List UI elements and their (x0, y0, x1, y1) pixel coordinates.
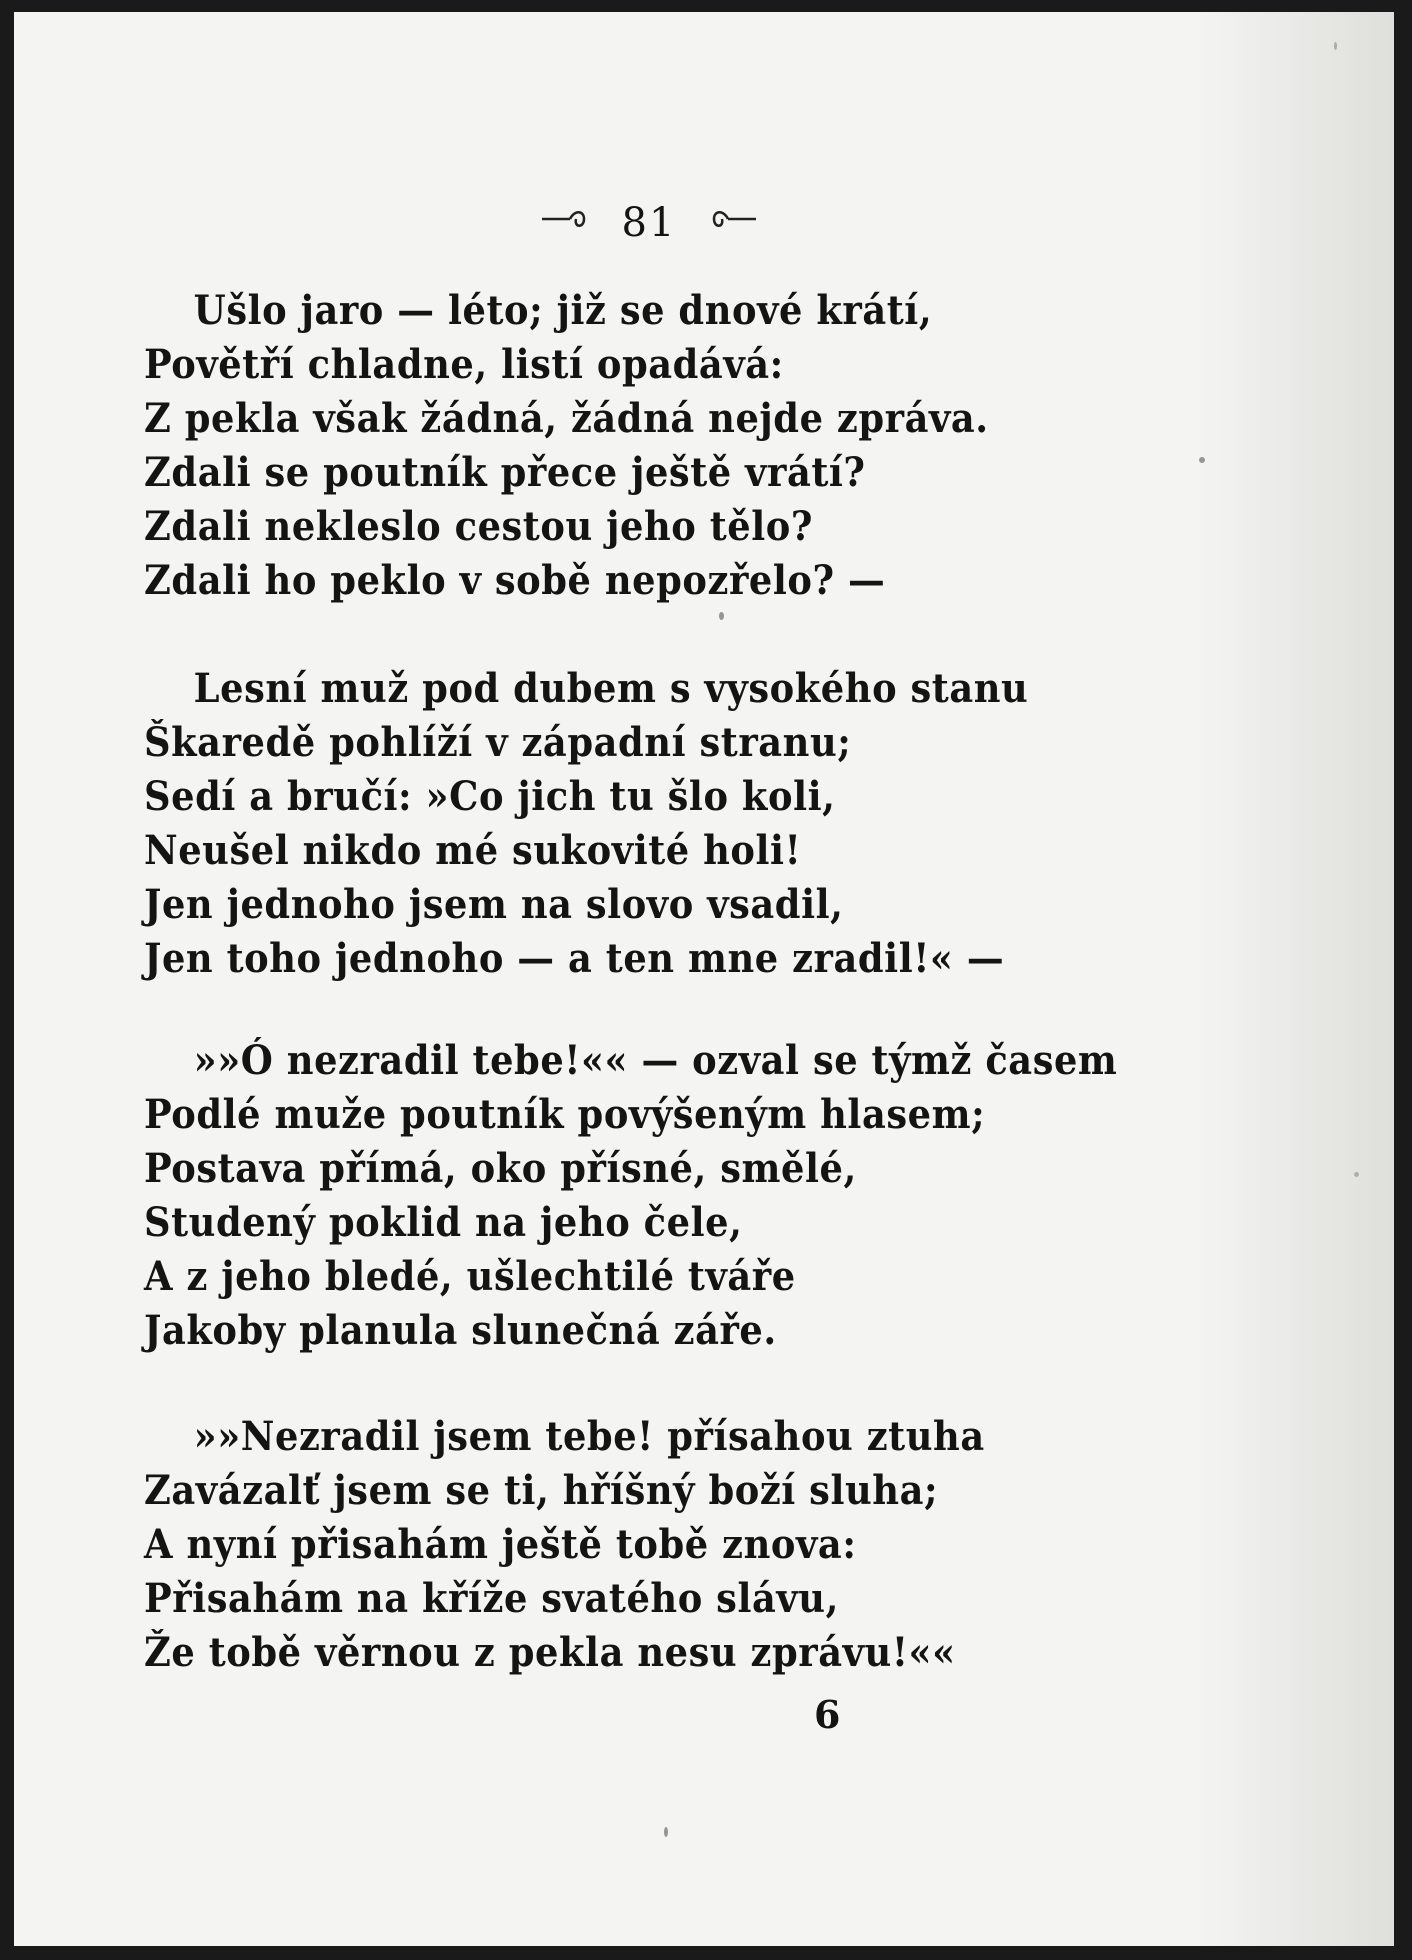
book-page (14, 12, 1394, 1946)
verse-line: Zdali se poutník přece ještě vrátí? (144, 449, 866, 496)
ornament-right-icon (694, 204, 758, 242)
print-speck (1334, 42, 1337, 50)
verse-line: Postava přímá, oko přísné, smělé, (144, 1145, 857, 1192)
print-speck (664, 1827, 668, 1837)
stanza-3 (144, 1034, 1202, 1358)
verse-line: Studený poklid na jeho čele, (144, 1199, 743, 1246)
page-number: 81 (621, 200, 677, 246)
print-speck (719, 612, 724, 620)
stanza-1 (144, 284, 1062, 608)
verse-line: »»Ó nezradil tebe!«« — ozval se týmž časem (193, 1037, 1118, 1084)
verse-line: Přisahám na kříže svatého slávu, (144, 1575, 839, 1622)
signature-mark: 6 (814, 1692, 841, 1737)
verse-line: Zdali ho peklo v sobě nepozřelo? — (144, 557, 886, 604)
verse-line: Neušel nikdo mé sukovité holi! (144, 827, 802, 874)
verse-line: A nyní přisahám ještě tobě znova: (144, 1521, 857, 1568)
stanza-4 (144, 1410, 1058, 1680)
verse-line: Podlé muže poutník povýšeným hlasem; (144, 1091, 986, 1138)
verse-line: Sedí a bručí: »Co jich tu šlo koli, (144, 773, 836, 820)
print-speck (1354, 1172, 1359, 1177)
verse-line: Jen toho jednoho — a ten mne zradil!« — (144, 935, 1005, 982)
verse-line: Ušlo jaro — léto; již se dnové krátí, (193, 287, 933, 334)
verse-line: Že tobě věrnou z pekla nesu zprávu!«« (144, 1629, 956, 1676)
verse-line: Zavázalť jsem se ti, hříšný boží sluha; (144, 1467, 939, 1514)
print-speck (1199, 457, 1205, 463)
verse-line: Jakoby planula slunečná záře. (144, 1307, 777, 1354)
page-header (14, 200, 1394, 246)
verse-line: »»Nezradil jsem tebe! přísahou ztuha (193, 1413, 985, 1460)
verse-line: Z pekla však žádná, žádná nejde zpráva. (144, 395, 989, 442)
verse-line: A z jeho bledé, ušlechtilé tváře (144, 1253, 796, 1300)
ornament-left-icon (540, 204, 604, 242)
verse-line: Zdali nekleslo cestou jeho tělo? (144, 503, 813, 550)
stanza-2 (144, 662, 1105, 986)
verse-line: Povětří chladne, listí opadává: (144, 341, 784, 388)
verse-line: Jen jednoho jsem na slovo vsadil, (144, 881, 844, 928)
verse-line: Škaredě pohlíží v západní stranu; (144, 719, 852, 766)
verse-line: Lesní muž pod dubem s vysokého stanu (193, 665, 1029, 712)
